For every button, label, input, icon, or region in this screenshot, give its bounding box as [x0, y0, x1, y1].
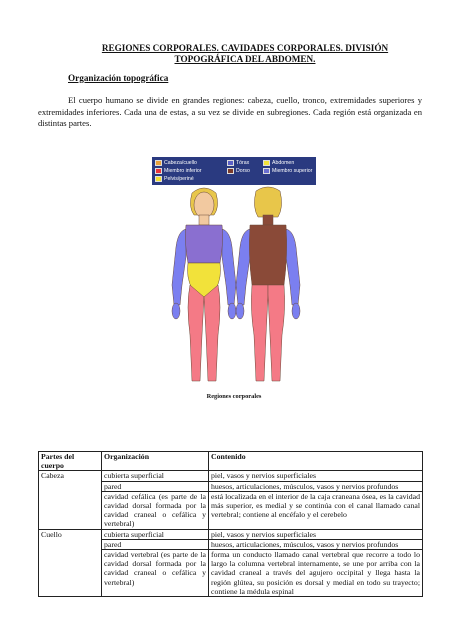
legend-label: Abdomen	[272, 160, 295, 166]
table-cell-org: cavidad cefálica (es parte de la cavidad dorsal formada por la cavidad craneal o cefálica y vertebral)	[102, 491, 209, 529]
table-header-cell: Contenido	[209, 452, 423, 471]
table-cell-part: Cuello	[39, 529, 102, 596]
legend-item	[227, 159, 263, 167]
legend-label: Miembro inferior	[164, 168, 202, 174]
legend-item	[263, 159, 319, 167]
legend-swatch-icon	[227, 168, 234, 174]
table-cell-content: huesos, articulaciones, músculos, vasos y nervios profundos	[209, 481, 423, 491]
table-cell-org: cubierta superficial	[102, 471, 209, 481]
legend-swatch-icon	[263, 160, 270, 166]
table-row	[39, 529, 423, 539]
body-regions-figure	[152, 157, 316, 389]
legend-swatch-icon	[155, 160, 162, 166]
legend-label: Miembro superior	[272, 168, 313, 174]
front-right-hand	[228, 303, 236, 319]
front-body	[172, 188, 236, 381]
back-neck	[263, 215, 273, 225]
back-body	[236, 187, 300, 381]
legend-item	[263, 167, 319, 175]
table-header-row	[39, 452, 423, 471]
legend-item	[155, 167, 227, 175]
table-cell-org: cubierta superficial	[102, 529, 209, 539]
back-left-arm	[236, 229, 250, 305]
table-cell-content: piel, vasos y nervios superficiales	[209, 529, 423, 539]
front-neck	[199, 215, 209, 225]
section-subtitle: Organización topográfica	[68, 73, 169, 83]
table-cell-content: forma un conducto llamado canal vertebral que recorre a todo lo largo la columna vertebral internamente, se une por arriba con la cavidad craneal a través del agujero occipital y llega hasta la región glútea, su posición es dorsal y medial en todo su trayecto; contiene la médula espinal	[209, 550, 423, 597]
legend-item	[227, 167, 263, 175]
back-right-hand	[292, 303, 300, 319]
back-right-arm	[286, 229, 300, 305]
legend-item	[155, 175, 227, 183]
front-right-leg	[204, 285, 220, 381]
front-left-leg	[188, 285, 204, 381]
table-cell-part: Cabeza	[39, 471, 102, 529]
legend-swatch-icon	[263, 168, 270, 174]
figure-legend	[152, 157, 316, 185]
legend-swatch-icon	[155, 168, 162, 174]
legend-label: Cabeza/cuello	[164, 160, 197, 166]
regions-table	[38, 451, 423, 597]
figure-caption: Regiones corporales	[206, 393, 262, 400]
table-header-cell: Partes del cuerpo	[39, 452, 102, 471]
legend-label: Tórax	[236, 160, 250, 166]
front-left-arm	[172, 229, 186, 305]
back-left-hand	[236, 303, 244, 319]
legend-label: Dorso	[236, 168, 250, 174]
table-row	[39, 471, 423, 481]
table-header-cell: Organización	[102, 452, 209, 471]
front-head	[194, 192, 214, 218]
document-title-line2: TOPOGRÁFICA DEL ABDOMEN.	[174, 54, 316, 64]
document-title	[60, 43, 430, 65]
table-cell-content: está localizada en el interior de la caja craneana ósea, es la cavidad más superior, es medial y se continúa con el canal llamado canal vertebral; contiene al encéfalo y el cerebelo	[209, 491, 423, 529]
body-illustration	[152, 185, 316, 389]
back-right-leg	[268, 285, 285, 381]
document-title-line1: REGIONES CORPORALES. CAVIDADES CORPORALES. DIVISIÓN	[101, 43, 389, 53]
intro-paragraph: El cuerpo humano se divide en grandes regiones: cabeza, cuello, tronco, extremidades superiores y extremidades inferiores. Cada una de estas, a su vez se divide en subregiones. Cada región está organizada en distintas partes.	[38, 95, 422, 129]
back-hair	[254, 187, 281, 217]
back-dorsum	[249, 225, 286, 285]
table-cell-org: cavidad vertebral (es parte de la cavidad dorsal formada por la cavidad craneal o cefálica y vertebral)	[102, 550, 209, 597]
table-cell-org: pared	[102, 481, 209, 491]
front-left-hand	[172, 303, 180, 319]
table-cell-content: piel, vasos y nervios superficiales	[209, 471, 423, 481]
front-right-arm	[222, 229, 236, 305]
legend-swatch-icon	[155, 176, 162, 182]
front-thorax	[185, 225, 222, 263]
table-cell-content: huesos, articulaciones, músculos, vasos y nervios profundos	[209, 539, 423, 549]
table-cell-org: pared	[102, 539, 209, 549]
legend-label: Pelvis/periné	[164, 176, 194, 182]
legend-item	[155, 159, 227, 167]
legend-swatch-icon	[227, 160, 234, 166]
back-left-leg	[251, 285, 268, 381]
